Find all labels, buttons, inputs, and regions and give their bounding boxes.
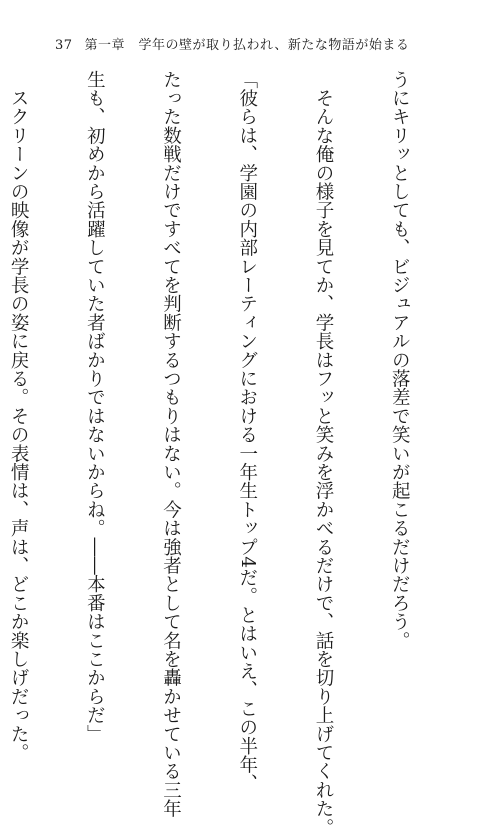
text-line: 「彼らは、学園の内部レーティングにおける一年生トップ4だ。とはいえ、この半年、 bbox=[236, 70, 258, 793]
text-line: スクリーンの映像が学長の姿に戻る。その表情は、声は、どこか楽しげだった。 bbox=[8, 70, 30, 762]
running-header bbox=[55, 34, 409, 53]
text-line: うにキリッとしても、ビジュアルの落差で笑いが起こるだけだろう。 bbox=[389, 70, 411, 650]
text-line: 生も、初めから活躍していた者ばかりではないからね。――本番はここからだ」 bbox=[84, 70, 106, 744]
text-line: そんな俺の様子を見てか、学長はフッと笑みを浮かべるだけで、話を切り上げてくれた。 bbox=[312, 70, 334, 837]
chapter-title: 第一章 学年の壁が取り払われ、新たな物語が始まる bbox=[84, 38, 410, 53]
vertical-body-text bbox=[8, 70, 463, 837]
text-line: たった数戦だけですべてを判断するつもりはない。今は強者として名を轟かせている三年 bbox=[160, 70, 182, 818]
page-number: 37 bbox=[55, 38, 73, 53]
